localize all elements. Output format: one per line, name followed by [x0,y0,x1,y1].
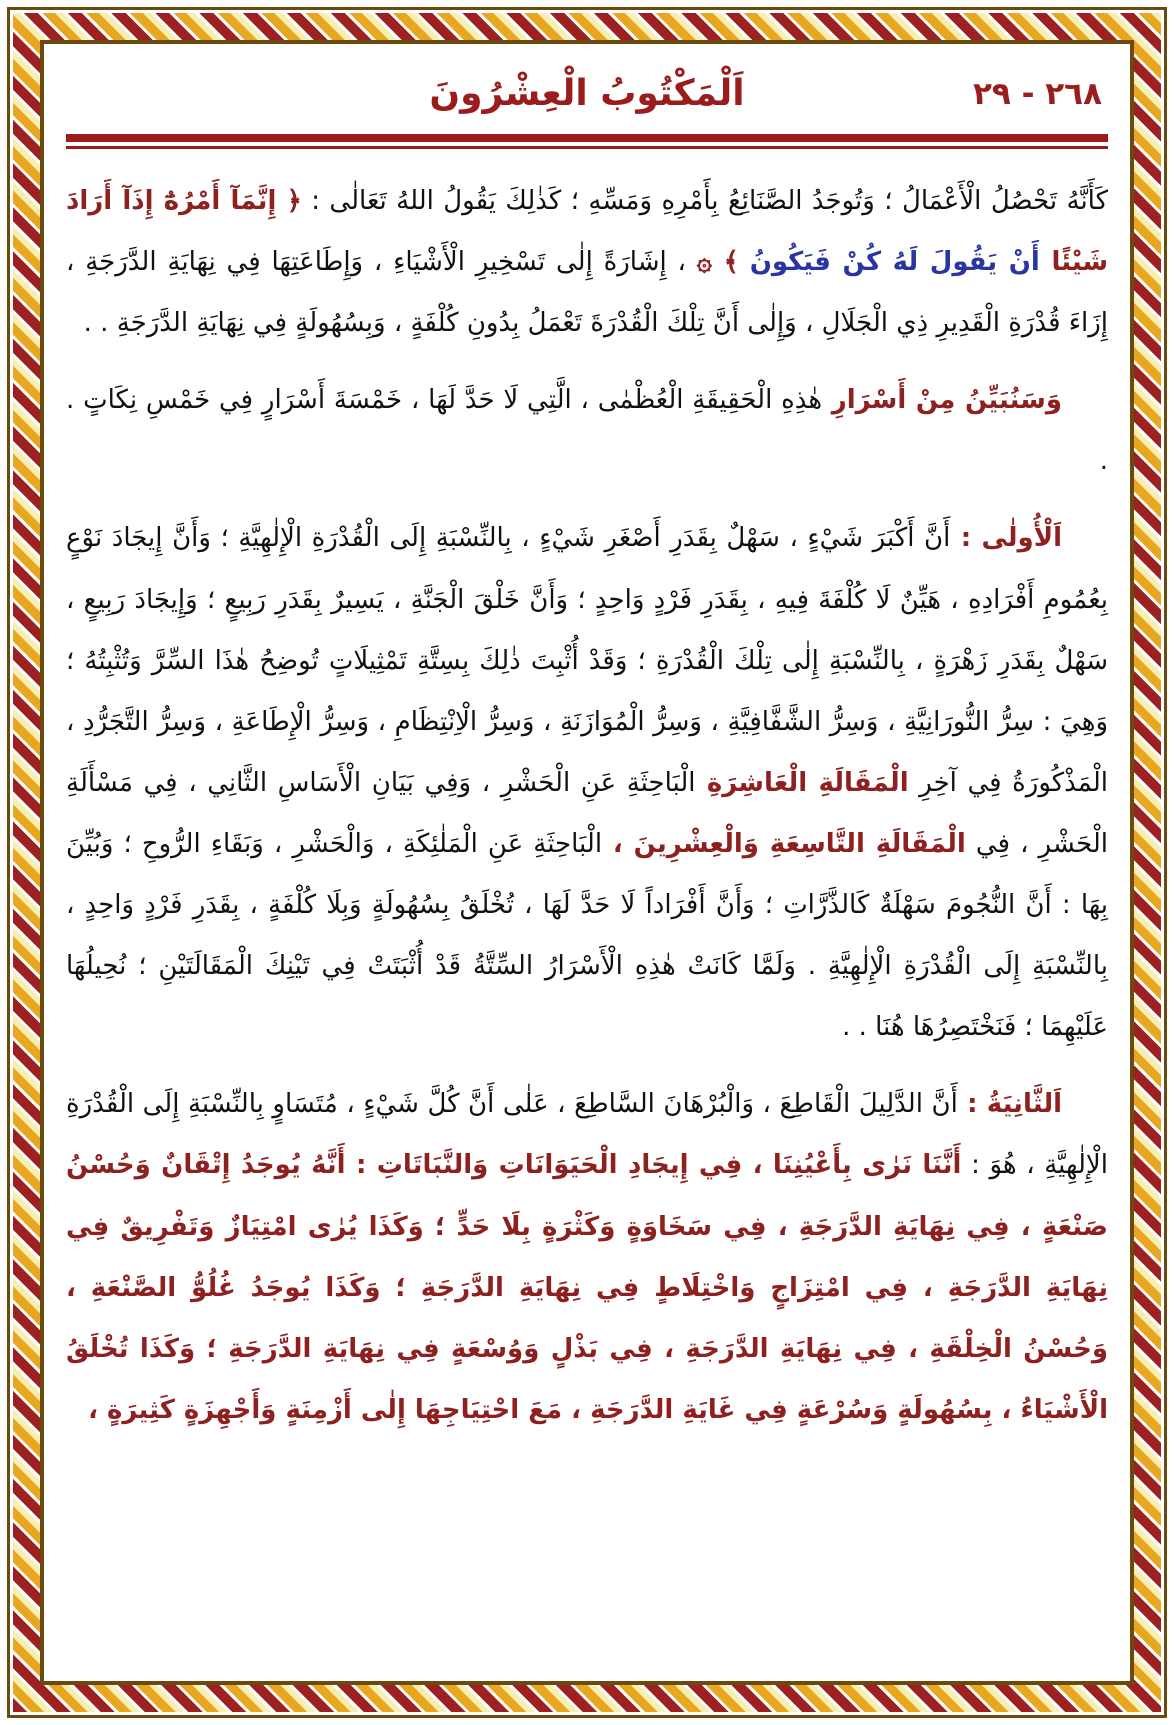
header-rule-thin [66,146,1108,149]
red-reference-segment: الْمَقَالَةِ التَّاسِعَةِ وَالْعِشْرِينَ ، [602,828,966,859]
red-heading-segment: وَسَنُبَيِّنُ مِنْ أَسْرَارِ [822,385,1062,416]
text-segment: هٰذِهِ الْحَقِيقَةِ الْعُظْمٰى ، الَّتِي لَا حَدَّ لَهَا ، خَمْسَةَ أَسْرَارٍ فِي خَمْسِ نِكَاتٍ . . [66,385,1108,477]
section-label-second: اَلثَّانِيَةُ : [957,1089,1062,1120]
text-segment: ، إِشَارَةً إِلٰى تَسْخِيرِ الْأَشْيَاءِ ، وَإِطَاعَتِهَا فِي نِهَايَةِ الدَّرَجَةِ ، إِزَاءَ قُدْرَةِ الْقَدِيرِ ذِي الْجَلَالِ ، وَإِلٰى أَنَّ تِلْكَ الْقُدْرَةَ تَعْمَلُ بِدُونِ كُلْفَةٍ ، وَبِسُهُولَةٍ فِي نِهَايَةِ الدَّرَجَةِ . . [66,247,1108,339]
paragraph-1 [66,171,1108,354]
red-text-block: أَنَّنَا نَرٰى بِأَعْيُنِنَا ، فِي إِيجَادِ الْحَيَوَانَاتِ وَالنَّبَاتَاتِ : أَنَّهُ يُوجَدُ إِتْقَانٌ وَحُسْنُ صَنْعَةٍ ، فِي نِهَايَةِ الدَّرَجَةِ ، فِي سَخَاوَةٍ وَكَثْرَةٍ بِلَا حَدٍّ ؛ وَكَذَا يُرٰى امْتِيَازٌ وَتَفْرِيقٌ فِي نِهَايَةِ الدَّرَجَةِ ، فِي امْتِزَاجٍ وَاخْتِلَاطٍ فِي نِهَايَةِ الدَّرَجَةِ ؛ وَكَذَا يُوجَدُ غُلُوُّ الصَّنْعَةِ ، وَحُسْنُ الْخِلْقَةِ ، فِي نِهَايَةِ الدَّرَجَةِ ، فِي بَذْلٍ وَوُسْعَةٍ فِي نِهَايَةِ الدَّرَجَةِ ؛ وَكَذَا تُخْلَقُ الْأَشْيَاءُ ، بِسُهُولَةٍ وَسُرْعَةٍ فِي غَايَةِ الدَّرَجَةِ ، مَعَ احْتِيَاجِهَا إِلٰى أَزْمِنَةٍ وَأَجْهِزَةٍ كَثِيرَةٍ ، [66,1150,1108,1425]
header-rule-thick [66,134,1108,142]
section-label-first: اَلْأُولٰى : [950,523,1062,554]
ornamental-border-chain [13,13,1161,1712]
paragraph-3 [66,508,1108,1058]
red-reference-segment: الْمَقَالَةِ الْعَاشِرَةِ [695,767,909,798]
text-segment: الْبَاحِثَةِ عَنِ الْحَشْرِ ، وَفِي بَيَانِ الْأَسَاسِ الثَّانِي ، فِي مَسْأَلَةِ الْحَشْرِ ، فِي [66,767,1108,859]
quran-verse-blue: أَنْ يَقُولَ لَهُ كُنْ فَيَكُونُ [749,247,1040,278]
ornamental-border-outer [7,7,1167,1718]
quran-verse-open: ﴿ إِنَّمَآ أَمْرُهُٓ إِذَآ أَرَادَ شَيْئًا [66,186,1109,278]
text-segment: أَنَّ أَكْبَرَ شَيْءٍ ، سَهْلٌ بِقَدَرِ أَصْغَرِ شَيْءٍ ، بِالنِّسْبَةِ إِلَى الْقُدْرَةِ الْإِلٰهِيَّةِ ؛ وَأَنَّ إِيجَادَ نَوْعٍ بِعُمُومِ أَفْرَادِهِ ، هَيِّنٌ لَا كُلْفَةَ فِيهِ ، بِقَدَرِ فَرْدٍ وَاحِدٍ ؛ وَأَنَّ خَلْقَ الْجَنَّةِ ، يَسِيرٌ بِقَدَرِ رَبِيعٍ ؛ وَإِيجَادَ رَبِيعٍ ، سَهْلٌ بِقَدَرِ زَهْرَةٍ ، بِالنِّسْبَةِ إِلٰى تِلْكَ الْقُدْرَةِ ؛ وَقَدْ أُثْبِتَ ذٰلِكَ بِسِتَّةِ تَمْثِيلَاتٍ تُوضِحُ هٰذَا السِّرَّ وَتُثْبِتُهُ ؛ وَهِيَ : سِرُّ النُّورَانِيَّةِ ، وَسِرُّ الشَّفَّافِيَّةِ ، وَسِرُّ الْمُوَازَنَةِ ، وَسِرُّ الْاِنْتِظَامِ ، وَسِرُّ الْإِطَاعَةِ ، وَسِرُّ التَّجَرُّدِ ، الْمَذْكُورَةُ فِي آخِرِ [66,523,1108,798]
paragraph-2 [66,370,1108,492]
page-number: ٢٦٨ - ٢٩ [972,76,1102,112]
page-content [40,40,1134,1685]
body-text [66,171,1108,1441]
text-segment: كَأَنَّهُ تَحْصُلُ الْأَعْمَالُ ؛ وَتُوجَدُ الصَّنَائِعُ بِأَمْرِهِ وَمَسِّهِ ؛ كَذٰلِكَ يَقُولُ اللهُ تَعَالٰى : [301,186,1108,216]
page-title: اَلْمَكْتُوبُ الْعِشْرُونَ [429,73,745,114]
text-segment: أَنَّ الدَّلِيلَ الْقَاطِعَ ، وَالْبُرْهَانَ السَّاطِعَ ، عَلٰى أَنَّ كُلَّ شَيْءٍ ، مُتَسَاوٍ بِالنِّسْبَةِ إِلَى الْقُدْرَةِ الْإِلٰهِيَّةِ ، هُوَ : [66,1089,1108,1181]
page-header [66,64,1108,126]
text-segment: الْبَاحِثَةِ عَنِ الْمَلٰئِكَةِ ، وَالْحَشْرِ ، وَبَقَاءِ الرُّوحِ ؛ وَبُيِّنَ بِهَا : أَنَّ النُّجُومَ سَهْلَةٌ كَالذَّرَّاتِ ؛ وَأَنَّ أَفْرَاداً لَا حَدَّ لَهَا ، تُخْلَقُ بِسُهُولَةٍ وَبِلَا كُلْفَةٍ ، بِقَدَرِ فَرْدٍ وَاحِدٍ ، بِالنِّسْبَةِ إِلَى الْقُدْرَةِ الْإِلٰهِيَّةِ . وَلَمَّا كَانَتْ هٰذِهِ الْأَسْرَارُ السِّتَّةُ قَدْ أُثْبَتَتْ فِي تَيْنِكَ الْمَقَالَتَيْنِ ؛ نُحِيلُهَا عَلَيْهِمَا ؛ فَنَخْتَصِرُهَا هُنَا . . [66,828,1108,1043]
paragraph-4 [66,1074,1108,1441]
verse-ornament: ﴾ ۞ [696,247,739,278]
